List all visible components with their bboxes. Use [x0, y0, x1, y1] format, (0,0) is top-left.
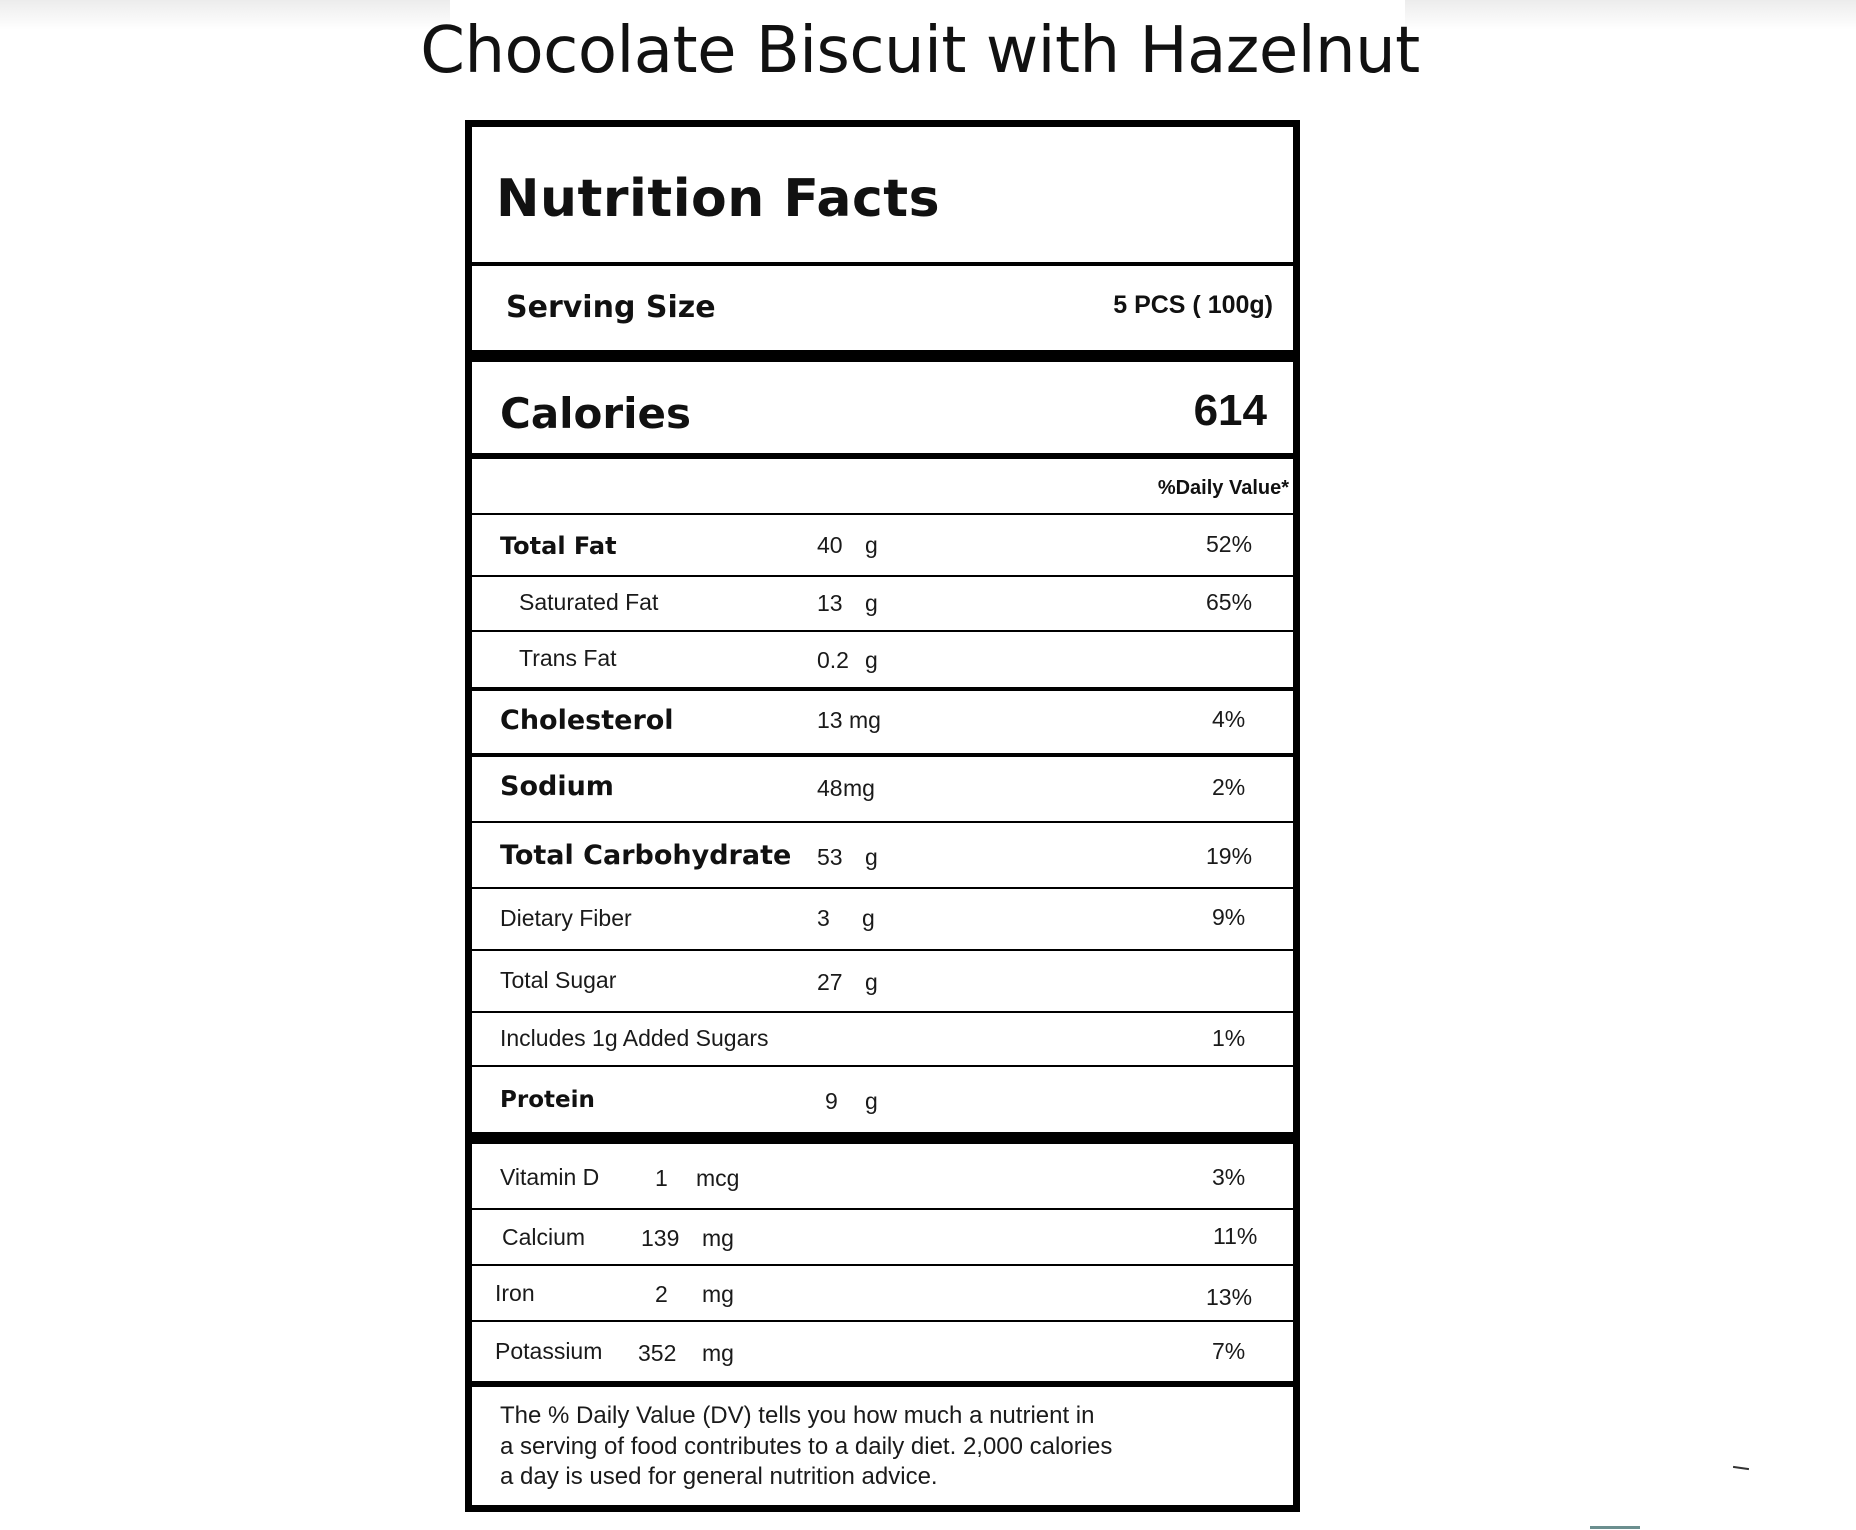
- nutrient-name: Total Sugar: [500, 967, 617, 993]
- nutrient-unit: g: [865, 590, 878, 616]
- nutrient-amount: 40: [817, 532, 843, 558]
- divider: [472, 887, 1293, 889]
- nutrient-amount: 27: [817, 969, 843, 995]
- nutrient-name: Sodium: [500, 771, 614, 802]
- vitamin-name: Vitamin D: [500, 1164, 600, 1190]
- nutrient-dv: 1%: [1212, 1025, 1246, 1051]
- divider: [472, 513, 1293, 515]
- divider: [472, 1011, 1293, 1013]
- nutrient-amount: 13: [817, 590, 843, 616]
- nutrient-amount: 48: [817, 775, 843, 801]
- vitamin-name: Calcium: [502, 1224, 586, 1250]
- nutrient-dv: 52%: [1206, 531, 1253, 557]
- nutrient-dv: 2%: [1212, 774, 1246, 800]
- vitamin-dv: 7%: [1212, 1338, 1246, 1364]
- footnote-line: The % Daily Value (DV) tells you how much a nutrient in: [500, 1402, 1095, 1429]
- vitamin-unit: mg: [702, 1340, 734, 1366]
- nutrient-amount: 3: [817, 905, 830, 931]
- nutrient-unit: g: [865, 532, 878, 558]
- thick-divider: [472, 350, 1293, 362]
- nutrient-name: Dietary Fiber: [500, 905, 632, 931]
- divider: [472, 1320, 1293, 1322]
- vitamin-name: Iron: [495, 1280, 535, 1306]
- divider: [472, 630, 1293, 632]
- nutrient-unit: g: [862, 905, 875, 931]
- nutrient-unit: mg: [843, 775, 875, 801]
- thick-divider: [472, 1132, 1293, 1144]
- nutrient-unit: g: [865, 1088, 878, 1114]
- nutrient-unit: g: [865, 969, 878, 995]
- divider: [472, 1264, 1293, 1266]
- nutrient-unit: g: [865, 844, 878, 870]
- nutrient-unit: mg: [849, 707, 881, 733]
- vitamin-unit: mg: [702, 1225, 734, 1251]
- nutrient-dv: 65%: [1206, 589, 1253, 615]
- divider: [472, 262, 1293, 266]
- daily-value-header: %Daily Value*: [1157, 477, 1289, 499]
- nutrition-facts-heading: Nutrition Facts: [496, 169, 941, 229]
- nutrient-name: Cholesterol: [500, 705, 674, 736]
- nutrient-amount: 9: [825, 1088, 838, 1114]
- vitamin-amount: 352: [638, 1340, 677, 1366]
- nutrient-amount: 53: [817, 844, 843, 870]
- divider: [472, 1065, 1293, 1067]
- serving-size-value: 5 PCS ( 100g): [1113, 291, 1273, 319]
- nutrient-name: Saturated Fat: [519, 589, 659, 615]
- stray-mark: [1733, 1466, 1749, 1470]
- vitamin-amount: 139: [641, 1225, 680, 1251]
- divider: [472, 453, 1293, 459]
- footnote-line: a serving of food contributes to a daily diet. 2,000 calories: [500, 1433, 1113, 1460]
- nutrient-name: Trans Fat: [519, 645, 617, 671]
- divider: [472, 687, 1293, 691]
- nutrient-dv: 9%: [1212, 904, 1246, 930]
- nutrient-amount: 13: [817, 707, 843, 733]
- nutrient-dv: 19%: [1206, 843, 1253, 869]
- nutrient-name: Total Fat: [500, 532, 617, 560]
- product-title: Chocolate Biscuit with Hazelnut: [420, 14, 1420, 88]
- vitamin-amount: 1: [655, 1165, 668, 1191]
- nutrient-name: Total Carbohydrate: [500, 840, 792, 871]
- vitamin-dv: 3%: [1212, 1164, 1246, 1190]
- calories-value: 614: [1193, 386, 1267, 435]
- serving-size-label: Serving Size: [506, 290, 716, 325]
- nutrient-dv: 4%: [1212, 706, 1246, 732]
- footnote-line: a day is used for general nutrition advice.: [500, 1463, 938, 1490]
- divider: [472, 821, 1293, 823]
- divider: [472, 1208, 1293, 1210]
- nutrient-name: Includes 1g Added Sugars: [500, 1025, 769, 1051]
- vitamin-unit: mcg: [696, 1165, 740, 1191]
- nutrient-unit: g: [865, 647, 878, 673]
- vitamin-unit: mg: [702, 1281, 734, 1307]
- nutrient-amount: 0.2: [817, 647, 849, 673]
- nutrient-name: Protein: [500, 1087, 595, 1113]
- vitamin-name: Potassium: [495, 1338, 603, 1364]
- calories-label: Calories: [500, 389, 692, 438]
- divider: [472, 949, 1293, 951]
- vitamin-dv: 11%: [1213, 1223, 1258, 1249]
- divider: [472, 575, 1293, 577]
- vitamin-amount: 2: [655, 1281, 668, 1307]
- divider: [472, 1381, 1293, 1387]
- vitamin-dv: 13%: [1206, 1284, 1253, 1310]
- divider: [472, 753, 1293, 757]
- nutrition-facts-label: [465, 120, 1300, 1512]
- stray-mark: [1590, 1526, 1640, 1529]
